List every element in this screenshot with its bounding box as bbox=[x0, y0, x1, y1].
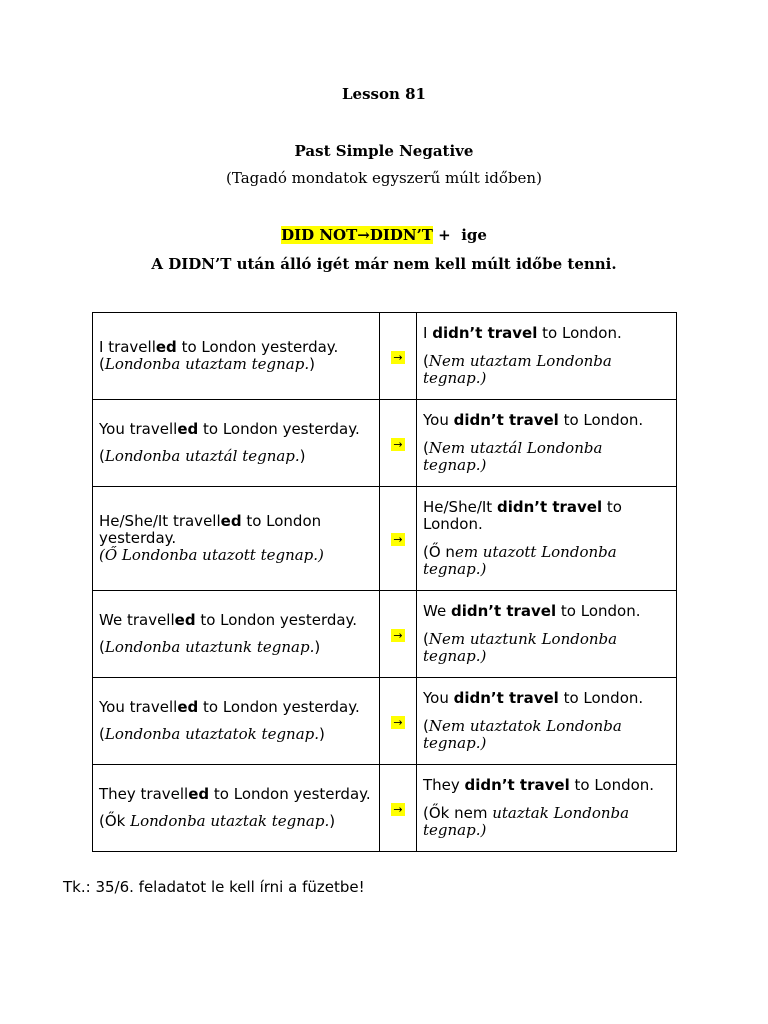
affirmative-cell bbox=[93, 487, 380, 591]
arrow-icon: → bbox=[393, 437, 403, 451]
arrow-cell bbox=[380, 313, 417, 400]
negative-translation: (Ők nem utaztak Londonba tegnap.) bbox=[423, 804, 630, 839]
negative-cell bbox=[417, 678, 677, 765]
negative-translation: (Nem utaztam Londonba tegnap.) bbox=[423, 352, 612, 387]
affirmative-translation: (Ők Londonba utaztak tegnap.) bbox=[99, 812, 336, 830]
arrow-icon: → bbox=[393, 350, 403, 364]
arrow-cell bbox=[380, 591, 417, 678]
affirmative-cell bbox=[93, 765, 380, 852]
affirmative-sentence: We travelled to London yesterday. bbox=[99, 611, 358, 629]
table-row bbox=[93, 487, 677, 591]
arrow-cell bbox=[380, 487, 417, 591]
affirmative-translation: (Londonba utaztatok tegnap.) bbox=[99, 725, 325, 743]
arrow-icon: → bbox=[393, 628, 403, 642]
negative-translation: (Nem utaztál Londonba tegnap.) bbox=[423, 439, 603, 474]
affirmative-sentence: You travelled to London yesterday. bbox=[99, 420, 360, 438]
affirmative-translation: (Londonba utaztam tegnap.) bbox=[99, 355, 315, 373]
affirmative-cell bbox=[93, 591, 380, 678]
affirmative-cell bbox=[93, 400, 380, 487]
rule-highlight: DID NOT→DIDN’T bbox=[281, 226, 433, 244]
negative-translation: (Nem utaztatok Londonba tegnap.) bbox=[423, 717, 622, 752]
lesson-subtitle-hungarian: (Tagadó mondatok egyszerű múlt időben) bbox=[226, 169, 542, 187]
negative-cell bbox=[417, 400, 677, 487]
arrow-cell bbox=[380, 678, 417, 765]
affirmative-sentence: I travelled to London yesterday. bbox=[99, 338, 339, 356]
negative-cell bbox=[417, 765, 677, 852]
affirmative-sentence: They travelled to London yesterday. bbox=[99, 785, 371, 803]
grammar-note: A DIDN’T után álló igét már nem kell múlt időbe tenni. bbox=[151, 255, 617, 273]
negative-sentence: We didn’t travel to London. bbox=[423, 602, 641, 620]
arrow-icon: → bbox=[393, 533, 403, 546]
affirmative-translation: (Londonba utaztál tegnap.) bbox=[99, 447, 306, 465]
negative-translation: (Ő nem utazott Londonba tegnap.) bbox=[423, 543, 617, 578]
negative-sentence: They didn’t travel to London. bbox=[423, 776, 655, 794]
negative-sentence: You didn’t travel to London. bbox=[423, 411, 644, 429]
lesson-subtitle: Past Simple Negative bbox=[294, 142, 474, 160]
examples-table bbox=[92, 312, 677, 852]
arrow-icon: → bbox=[393, 802, 403, 816]
arrow-cell bbox=[380, 765, 417, 852]
negative-cell bbox=[417, 313, 677, 400]
affirmative-cell bbox=[93, 313, 380, 400]
affirmative-sentence: You travelled to London yesterday. bbox=[99, 698, 360, 716]
negative-sentence: He/She/It didn’t travel to London. bbox=[423, 498, 622, 533]
negative-sentence: You didn’t travel to London. bbox=[423, 689, 644, 707]
negative-sentence: I didn’t travel to London. bbox=[423, 324, 622, 342]
rule-suffix: + ige bbox=[432, 226, 487, 244]
affirmative-cell bbox=[93, 678, 380, 765]
affirmative-translation: (Londonba utaztunk tegnap.) bbox=[99, 638, 321, 656]
table-row bbox=[93, 591, 677, 678]
grammar-rule bbox=[0, 226, 768, 244]
table-row bbox=[93, 765, 677, 852]
negative-translation: (Nem utaztunk Londonba tegnap.) bbox=[423, 630, 618, 665]
affirmative-sentence: He/She/It travelled to London yesterday. bbox=[99, 512, 322, 547]
negative-cell bbox=[417, 487, 677, 591]
table-row bbox=[93, 400, 677, 487]
arrow-icon: → bbox=[393, 715, 403, 729]
table-row bbox=[93, 678, 677, 765]
homework-note: Tk.: 35/6. feladatot le kell írni a füzetbe! bbox=[63, 878, 365, 896]
lesson-title: Lesson 81 bbox=[342, 85, 426, 103]
arrow-cell bbox=[380, 400, 417, 487]
negative-cell bbox=[417, 591, 677, 678]
affirmative-translation: (Ő Londonba utazott tegnap.) bbox=[99, 546, 324, 564]
table-row bbox=[93, 313, 677, 400]
